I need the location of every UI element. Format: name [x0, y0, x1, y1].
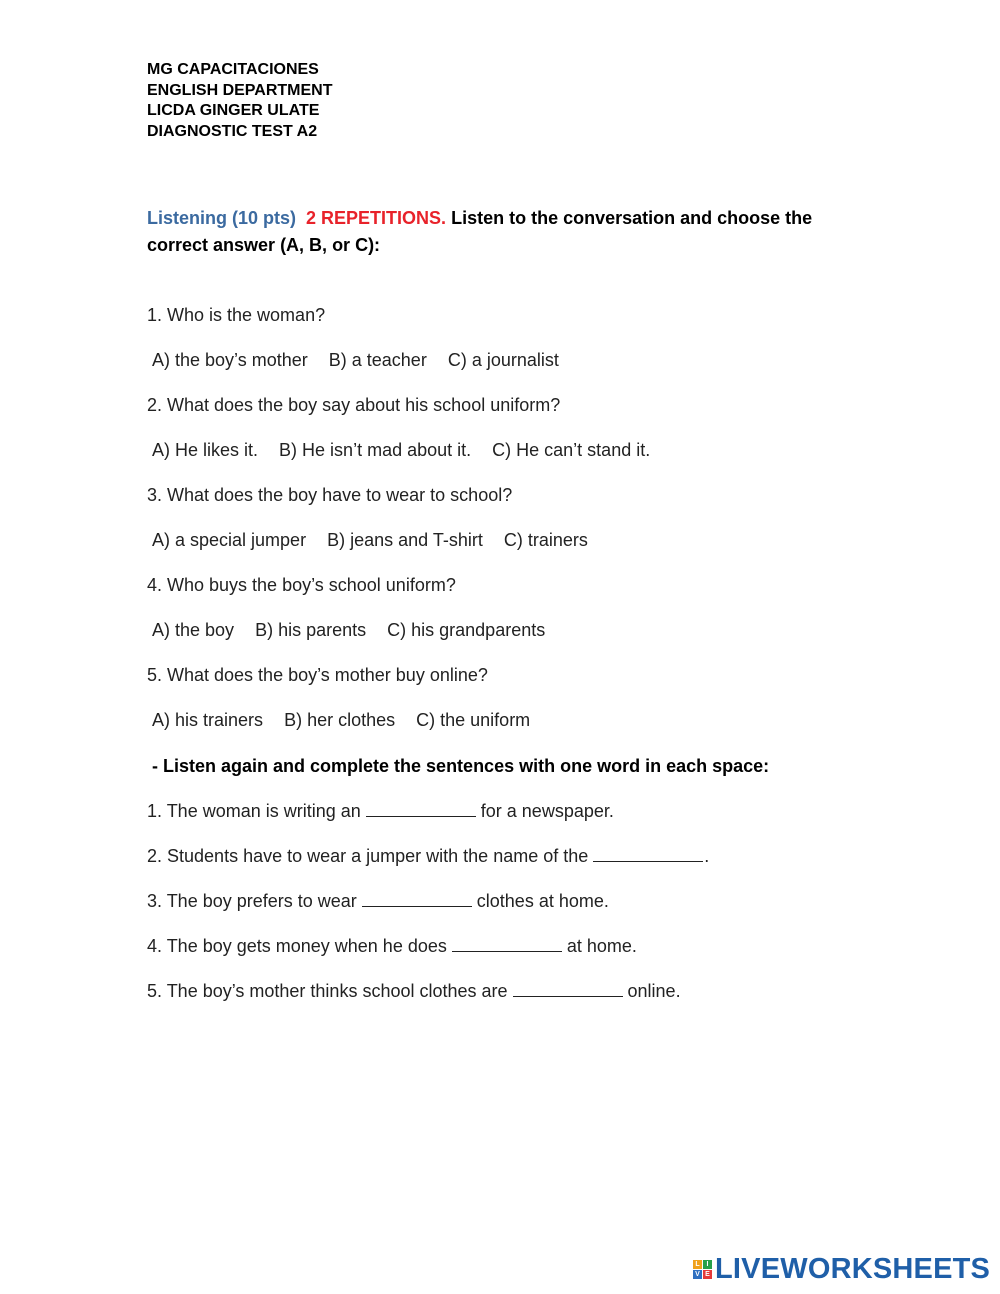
section-title: Listening (10 pts): [147, 208, 297, 228]
option-c[interactable]: C) trainers: [503, 530, 588, 550]
logo-letter: I: [703, 1260, 712, 1269]
question-3-options: [152, 529, 588, 551]
question-4: 4. Who buys the boy’s school uniform?: [147, 575, 456, 595]
question-1-options: [152, 349, 559, 371]
sentence-text: 2. Students have to wear a jumper with the name of the: [147, 846, 589, 866]
sentence-text: 5. The boy’s mother thinks school clothes are: [147, 981, 508, 1001]
question-2-options: [152, 439, 650, 461]
option-b[interactable]: B) her clothes: [284, 710, 396, 730]
sentence-3: [147, 890, 609, 912]
question-2: 2. What does the boy say about his school uniform?: [147, 395, 561, 415]
question-5-options: [152, 709, 530, 731]
part2-instruction: - Listen again and complete the sentences with one word in each space:: [152, 756, 770, 776]
document-header: [147, 60, 332, 142]
listening-instructions: [147, 205, 867, 259]
option-a[interactable]: A) his trainers: [152, 710, 264, 730]
option-b[interactable]: B) jeans and T-shirt: [327, 530, 483, 550]
sentence-text: clothes at home.: [476, 891, 609, 911]
sentence-text: .: [704, 846, 710, 866]
option-a[interactable]: A) the boy’s mother: [152, 350, 308, 370]
logo-letter: L: [693, 1260, 702, 1269]
option-a[interactable]: A) the boy: [152, 620, 235, 640]
logo-letter: E: [703, 1270, 712, 1279]
liveworksheets-logo-icon: [693, 1260, 712, 1279]
option-c[interactable]: C) a journalist: [447, 350, 559, 370]
sentence-text: online.: [627, 981, 681, 1001]
sentence-text: 3. The boy prefers to wear: [147, 891, 357, 911]
answer-blank-5[interactable]: [513, 980, 623, 997]
sentence-5: [147, 980, 681, 1002]
answer-blank-4[interactable]: [452, 935, 562, 952]
question-3: 3. What does the boy have to wear to school?: [147, 485, 513, 505]
logo-letter: V: [693, 1270, 702, 1279]
answer-blank-2[interactable]: [593, 845, 703, 862]
header-line-4: DIAGNOSTIC TEST A2: [147, 122, 318, 140]
option-a[interactable]: A) a special jumper: [152, 530, 307, 550]
answer-blank-1[interactable]: [366, 800, 476, 817]
sentence-1: [147, 800, 614, 822]
sentence-text: for a newspaper.: [480, 801, 614, 821]
header-line-3: LICDA GINGER ULATE: [147, 102, 320, 119]
liveworksheets-logo: [693, 1253, 990, 1286]
option-a[interactable]: A) He likes it.: [152, 440, 259, 460]
header-line-2: ENGLISH DEPARTMENT: [147, 81, 333, 99]
question-4-options: [152, 619, 545, 641]
sentence-2: [147, 845, 709, 867]
sentence-text: 1. The woman is writing an: [147, 801, 361, 821]
option-c[interactable]: C) He can’t stand it.: [492, 440, 651, 460]
header-line-1: MG CAPACITACIONES: [147, 61, 319, 78]
option-b[interactable]: B) his parents: [255, 620, 367, 640]
option-c[interactable]: C) his grandparents: [387, 620, 546, 640]
instruction-text: Listen to the conversation and choose the correct answer (A, B, or C):: [147, 208, 813, 255]
option-c[interactable]: C) the uniform: [416, 710, 531, 730]
sentence-text: 4. The boy gets money when he does: [147, 936, 447, 956]
question-1: 1. Who is the woman?: [147, 305, 326, 325]
logo-text: LIVEWORKSHEETS: [715, 1253, 991, 1285]
sentence-text: at home.: [566, 936, 637, 956]
option-b[interactable]: B) a teacher: [328, 350, 427, 370]
option-b[interactable]: B) He isn’t mad about it.: [279, 440, 472, 460]
repetitions-note: 2 REPETITIONS.: [306, 208, 447, 228]
answer-blank-3[interactable]: [362, 890, 472, 907]
question-5: 5. What does the boy’s mother buy online?: [147, 665, 488, 685]
sentence-4: [147, 935, 637, 957]
